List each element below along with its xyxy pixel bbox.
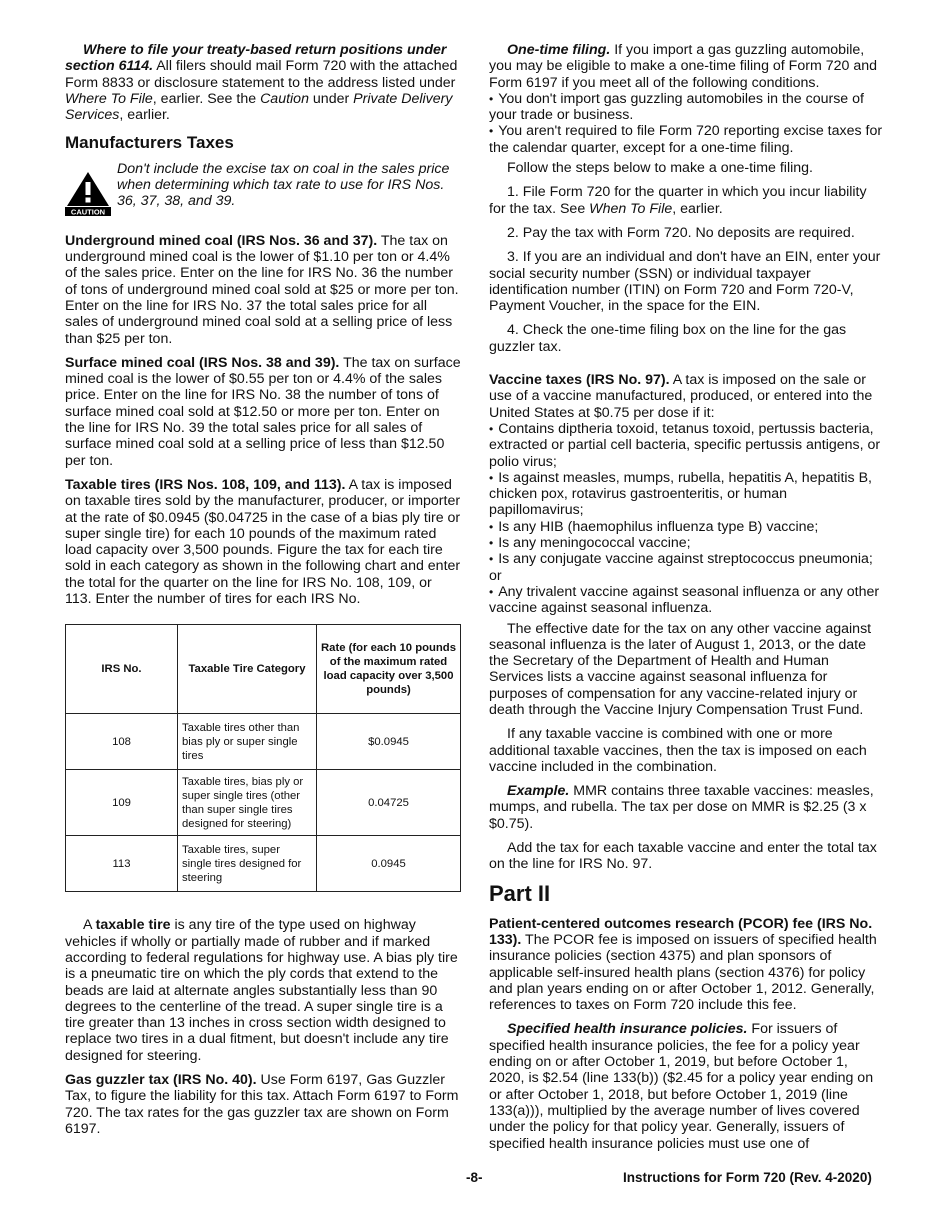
page-number: -8- bbox=[466, 1170, 483, 1185]
table-row bbox=[66, 836, 461, 892]
cell-irs-no: 108 bbox=[66, 714, 178, 770]
underground-coal-paragraph: Underground mined coal (IRS Nos. 36 and 37). The tax on underground mined coal is the lower of $1.10 per ton or 4.4% of the sales price. Enter on the line for IRS No. 36 the number of tons of underground mined coal sold at $25 or more per ton. Enter on the line for IRS No. 37 the total sales price for all sales of underground mined coal sold at a selling price of less than $25 per ton. bbox=[65, 232, 459, 347]
header-category: Taxable Tire Category bbox=[178, 625, 317, 714]
step-1: 1. File Form 720 for the quarter in which you incur liability for the tax. See When To File, earlier. bbox=[489, 184, 867, 217]
cell-rate: 0.04725 bbox=[317, 770, 461, 836]
combined-vaccine-paragraph: If any taxable vaccine is combined with one or more additional taxable vaccines, then the tax is imposed on each vaccine included in the combination. bbox=[489, 726, 867, 775]
surface-coal-paragraph: Surface mined coal (IRS Nos. 38 and 39). The tax on surface mined coal is the lower of $0.55 per ton or 4.4% of the sales price. Enter on the line for IRS No. 38 the number of tons of surface mined coal sold at $12.50 or more per ton. Enter on the line for IRS No. 39 the total sales price for all sales of surface mined coal sold at a selling price of less than $12.50 per ton. bbox=[65, 354, 461, 469]
list-item: • You don't import gas guzzling automobiles in the course of your trade or business. bbox=[489, 91, 885, 124]
list-item: • Is any meningococcal vaccine; bbox=[489, 535, 885, 551]
cell-rate: 0.0945 bbox=[317, 836, 461, 892]
table-row bbox=[66, 714, 461, 770]
right-column bbox=[489, 42, 885, 1160]
cell-irs-no: 113 bbox=[66, 836, 178, 892]
pcor-fee-paragraph: Patient-centered outcomes research (PCOR) fee (IRS No. 133). The PCOR fee is imposed on issuers of specified health insurance policies (section 4375) and plan sponsors of applicable self-insured health plans (section 4376) for policy and plan years ending on or after October 1, 2012. Generally, references to taxes on Form 720 include this fee. bbox=[489, 915, 877, 1014]
caution-icon bbox=[65, 170, 111, 216]
caution-text: Don't include the excise tax on coal in the sales price when determining which tax rate to use for IRS Nos. 36, 37, 38, and 39. bbox=[117, 160, 450, 210]
step-4: 4. Check the one-time filing box on the line for the gas guzzler tax. bbox=[489, 322, 847, 355]
header-rate: Rate (for each 10 pounds of the maximum rated load capacity over 3,500 pounds) bbox=[317, 625, 461, 714]
cell-category: Taxable tires, super single tires designed for steering bbox=[178, 836, 317, 892]
add-tax-paragraph: Add the tax for each taxable vaccine and enter the total tax on the line for IRS No. 97. bbox=[489, 840, 877, 873]
list-item: • Is any HIB (haemophilus influenza type B) vaccine; bbox=[489, 519, 885, 535]
list-item: • Is any conjugate vaccine against streptococcus pneumonia; or bbox=[489, 551, 885, 584]
follow-steps-paragraph: Follow the steps below to make a one-time filing. bbox=[507, 160, 813, 177]
cell-category: Taxable tires other than bias ply or super single tires bbox=[178, 714, 317, 770]
cell-irs-no: 109 bbox=[66, 770, 178, 836]
step-2: 2. Pay the tax with Form 720. No deposits are required. bbox=[507, 224, 855, 241]
one-time-conditions-list bbox=[489, 91, 885, 156]
footer-title: Instructions for Form 720 (Rev. 4-2020) bbox=[623, 1170, 872, 1185]
caution-note bbox=[65, 161, 462, 216]
list-item: • You aren't required to file Form 720 reporting excise taxes for the calendar quarter, except for a one-time filing. bbox=[489, 123, 885, 156]
specified-health-insurance-paragraph: Specified health insurance policies. For issuers of specified health insurance policies, the fee for a policy year ending on or after October 1, 2019, but before October 1, 2020, is $2.54 (line 133(b)) ($2.45 for a policy year ending on or after October 1, 2018, but before October 1, 2019 (line 133(a))), multiplied by the average number of lives covered under the policy for that policy year. Generally, issuers of specified health insurance policies must use one of bbox=[489, 1021, 874, 1152]
gas-guzzler-paragraph: Gas guzzler tax (IRS No. 40). Use Form 6197, Gas Guzzler Tax, to figure the liability for this tax. Attach Form 6197 to Form 720. The tax rates for the gas guzzler tax are shown on Form 6197. bbox=[65, 1071, 459, 1137]
effective-date-paragraph: The effective date for the tax on any other vaccine against seasonal influenza is the later of August 1, 2013, or the date the Secretary of the Department of Health and Human Services lists a vaccine against seasonal influenza for purposes of compensation for any vaccine-related injury or death through the Vaccine Injury Compensation Trust Fund. bbox=[489, 620, 872, 718]
table-row bbox=[66, 770, 461, 836]
taxable-tires-paragraph: Taxable tires (IRS Nos. 108, 109, and 113). A tax is imposed on taxable tires sold by the manufacturer, producer, or importer at the rate of $0.0945 ($0.04725 in the case of a bias ply tire or super single tire) for each 10 pounds of the maximum rated load capacity over 3,500 pounds. Figure the tax for each tire sold in each category as shown in the following chart and enter the total for the quarter on the line for IRS No. 108, 109, or 113. Enter the number of tires for each IRS No. bbox=[65, 476, 461, 608]
treaty-paragraph: Where to file your treaty-based return positions under section 6114. All filers should mail Form 720 with the attached Form 8833 or disclosure statement to the address listed under Where To File, earlier. See the Caution under Private Delivery Services, earlier. bbox=[65, 42, 458, 124]
cell-rate: $0.0945 bbox=[317, 714, 461, 770]
manufacturers-taxes-heading: Manufacturers Taxes bbox=[65, 133, 234, 153]
header-irs-no: IRS No. bbox=[66, 625, 178, 714]
left-column bbox=[65, 42, 462, 1145]
list-item: • Any trivalent vaccine against seasonal influenza or any other vaccine against seasonal influenza. bbox=[489, 584, 885, 617]
list-item: • Contains diptheria toxoid, tetanus toxoid, pertussis bacteria, extracted or partial cell bacteria, specific pertussis antigens, or polio virus; bbox=[489, 421, 885, 470]
step-3: 3. If you are an individual and don't have an EIN, enter your social security number (SSN) or individual taxpayer identification number (ITIN) on Form 720 and Form 720-V, Payment Voucher, in the space for the EIN. bbox=[489, 249, 881, 315]
list-item: • Is against measles, mumps, rubella, hepatitis A, hepatitis B, chicken pox, rotavirus gastroenteritis, or human papillomavirus; bbox=[489, 470, 885, 519]
taxable-tire-definition: A taxable tire is any tire of the type used on highway vehicles if wholly or partially made of rubber and if marked according to federal regulations for highway use. A bias ply tire is a pneumatic tire on which the ply cords that extend to the beads are laid at alternate angles substantially less than 90 degrees to the centerline of the tread. A super single tire is a tire greater than 13 inches in cross section width designed to replace two tires in a dual fitment, but doesn't include any tire designed for steering. bbox=[65, 917, 458, 1064]
vaccine-taxes-paragraph: Vaccine taxes (IRS No. 97). A tax is imposed on the sale or use of a vaccine manufactured, produced, or entered into the United States at $0.75 per dose if it: bbox=[489, 372, 873, 421]
table-header-row bbox=[66, 625, 461, 714]
cell-category: Taxable tires, bias ply or super single tires (other than super single tires designed for steering) bbox=[178, 770, 317, 836]
one-time-filing-paragraph: One-time filing. If you import a gas guzzling automobile, you may be eligible to make a one-time filing of Form 720 and Form 6197 if you meet all of the following conditions. bbox=[489, 42, 877, 91]
example-paragraph: Example. MMR contains three taxable vaccines: measles, mumps, and rubella. The tax per dose on MMR is $2.25 (3 x $0.75). bbox=[489, 783, 874, 832]
tire-rate-table bbox=[65, 624, 461, 892]
part-ii-heading: Part II bbox=[489, 880, 551, 906]
caution-label: CAUTION bbox=[70, 207, 106, 216]
vaccine-list bbox=[489, 421, 885, 617]
